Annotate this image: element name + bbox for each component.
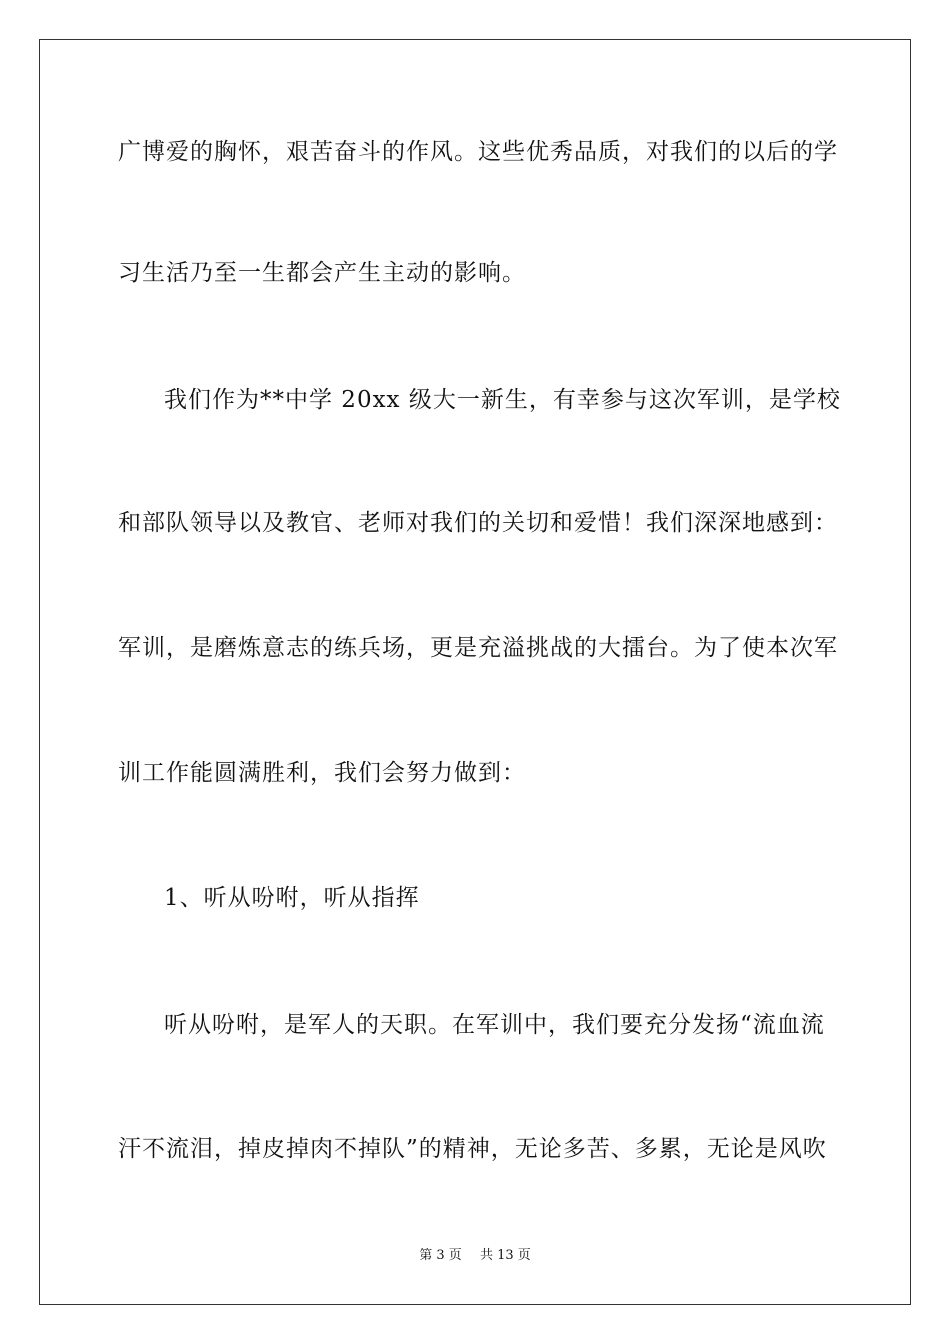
paragraph-start-line-8: 听从吩咐，是军人的天职。在军训中，我们要充分发扬“流血流 bbox=[164, 1012, 825, 1038]
section-heading: 1、听从吩咐，听从指挥 bbox=[164, 885, 420, 911]
text-line-5: 军训，是磨炼意志的练兵场，更是充溢挑战的大擂台。为了使本次军 bbox=[118, 635, 838, 661]
text-line-2: 习生活乃至一生都会产生主动的影响。 bbox=[118, 260, 526, 286]
text-line-4: 和部队领导以及教官、老师对我们的关切和爱惜！我们深深地感到： bbox=[118, 510, 838, 536]
page-border bbox=[39, 39, 911, 1305]
paragraph-start-line-3: 我们作为**中学 20xx 级大一新生，有幸参与这次军训，是学校 bbox=[164, 387, 841, 413]
page-number: 第 3 页 bbox=[419, 1248, 462, 1263]
text-line-9: 汗不流泪，掉皮掉肉不掉队”的精神，无论多苦、多累，无论是风吹 bbox=[118, 1136, 827, 1162]
page-footer bbox=[0, 1247, 950, 1265]
text-line-1: 广博爱的胸怀，艰苦奋斗的作风。这些优秀品质，对我们的以后的学 bbox=[118, 139, 838, 165]
text-line-6: 训工作能圆满胜利，我们会努力做到： bbox=[118, 760, 526, 786]
total-pages: 共 13 页 bbox=[479, 1248, 531, 1263]
